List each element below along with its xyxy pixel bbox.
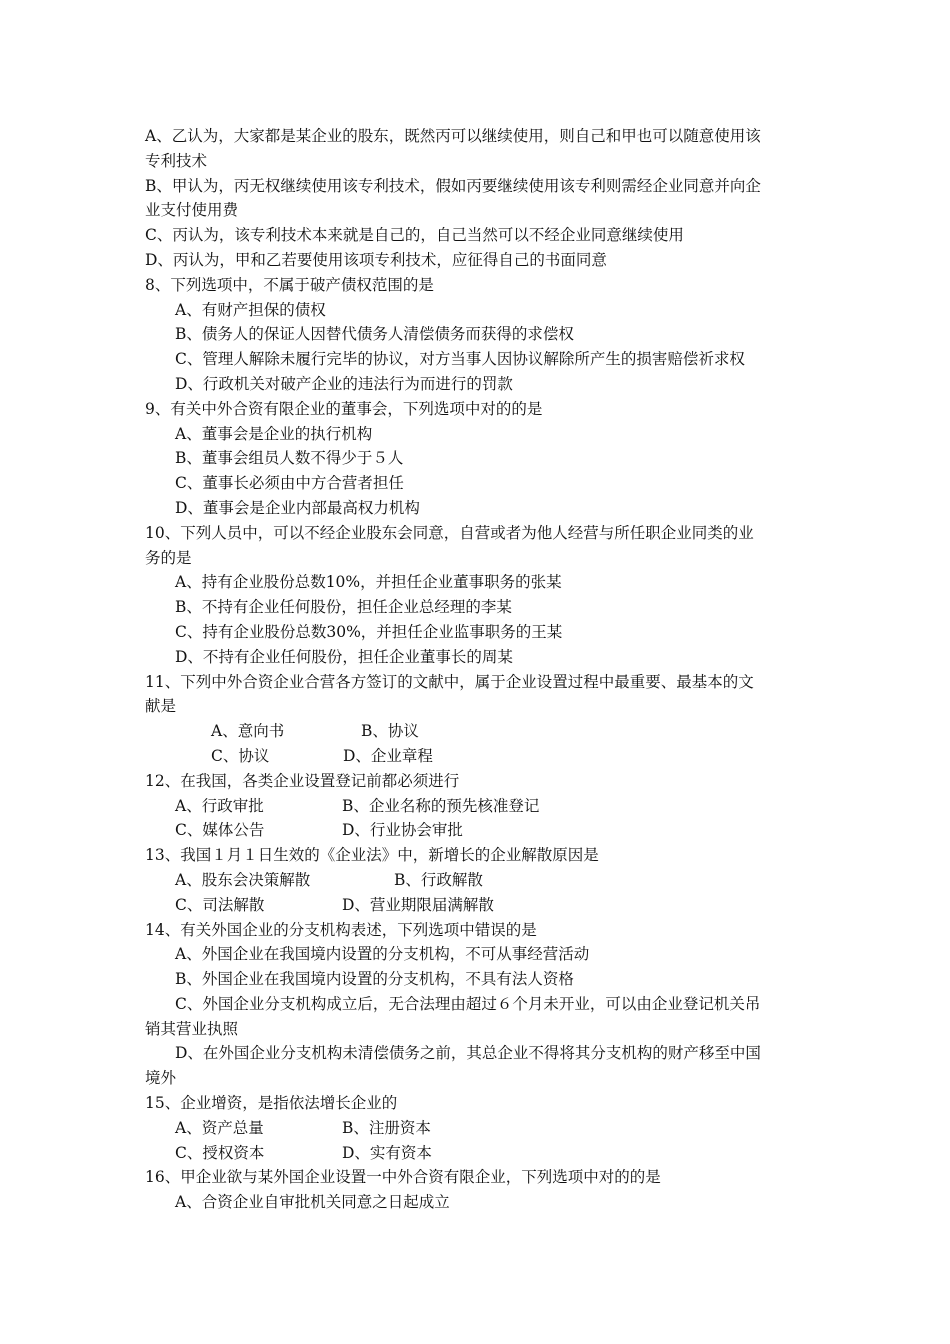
question-11-cont: 献是 (145, 697, 177, 716)
option-line: C、董事长必须由中方合营者担任 (145, 471, 815, 496)
option-d: D、营业期限届满解散 (342, 895, 494, 914)
option-pair (145, 1141, 815, 1166)
question-10: 10、下列人员中，可以不经企业股东会同意，自营或者为他人经营与所任职企业同类的业 (145, 523, 754, 542)
question-8: 8、下列选项中，不属于破产债权范围的是 (145, 275, 434, 294)
option-pair (145, 818, 815, 843)
option-line: C、外国企业分支机构成立后，无合法理由超过６个月未开业，可以由企业登记机关吊 (145, 992, 815, 1017)
option-pair (145, 744, 815, 769)
option-b: B、注册资本 (342, 1118, 431, 1137)
option-line: B、董事会组员人数不得少于５人 (145, 446, 815, 471)
option-pair (145, 1116, 815, 1141)
question-16: 16、甲企业欲与某外国企业设置一中外合资有限企业，下列选项中对的的是 (145, 1168, 661, 1187)
option-line-cont: 销其营业执照 (145, 1019, 239, 1038)
option-line: A、乙认为，大家都是某企业的股东，既然丙可以继续使用，则自己和甲也可以随意使用该 (145, 127, 761, 145)
option-pair (145, 893, 815, 918)
question-14: 14、有关外国企业的分支机构表述，下列选项中错误的是 (145, 920, 537, 939)
option-line: D、在外国企业分支机构未清偿债务之前，其总企业不得将其分支机构的财产移至中国 (145, 1041, 815, 1066)
option-line: B、外国企业在我国境内设置的分支机构，不具有法人资格 (145, 967, 815, 992)
option-line: D、行政机关对破产企业的违法行为而进行的罚款 (145, 372, 815, 397)
question-15: 15、企业增资，是指依法增长企业的 (145, 1094, 398, 1113)
option-b: B、协议 (361, 722, 419, 741)
option-line: B、债务人的保证人因替代债务人清偿债务而获得的求偿权 (145, 322, 815, 347)
option-a: A、资产总量 (175, 1118, 264, 1137)
question-12: 12、在我国，各类企业设置登记前都必须进行 (145, 771, 460, 790)
option-line: C、持有企业股份总数30%，并担任企业监事职务的王某 (145, 620, 815, 645)
option-line: D、董事会是企业内部最高权力机构 (145, 496, 815, 521)
option-line: B、不持有企业任何股份，担任企业总经理的李某 (145, 595, 815, 620)
option-c: C、司法解散 (175, 895, 265, 914)
option-line: C、管理人解除未履行完毕的协议，对方当事人因协议解除所产生的损害赔偿祈求权 (145, 347, 815, 372)
option-a: A、行政审批 (175, 796, 264, 815)
option-line: A、有财产担保的债权 (145, 298, 815, 323)
option-line: C、丙认为，该专利技术本来就是自己的，自己当然可以不经企业同意继续使用 (145, 226, 684, 245)
option-pair (145, 794, 815, 819)
option-a: A、股东会决策解散 (175, 870, 311, 889)
option-line: A、董事会是企业的执行机构 (145, 422, 815, 447)
exam-questions (145, 124, 815, 1215)
question-10-cont: 务的是 (145, 548, 192, 567)
option-line: B、甲认为，丙无权继续使用该专利技术，假如丙要继续使用该专利则需经企业同意并向企 (145, 176, 761, 195)
question-11: 11、下列中外合资企业合营各方签订的文献中，属于企业设置过程中最重要、最基本的文 (145, 672, 754, 691)
option-c: C、媒体公告 (175, 821, 265, 840)
option-line: 业支付使用费 (145, 201, 239, 220)
option-d: D、企业章程 (343, 746, 433, 765)
option-line: D、丙认为，甲和乙若要使用该项专利技术，应征得自己的书面同意 (145, 250, 607, 269)
option-d: D、实有资本 (342, 1143, 432, 1162)
option-c: C、协议 (211, 746, 270, 765)
option-line: A、持有企业股份总数10%，并担任企业董事职务的张某 (145, 570, 815, 595)
option-pair (145, 868, 815, 893)
option-b: B、行政解散 (394, 870, 483, 889)
option-a: A、意向书 (211, 722, 285, 741)
option-line: A、外国企业在我国境内设置的分支机构，不可从事经营活动 (145, 942, 815, 967)
option-b: B、企业名称的预先核准登记 (342, 796, 540, 815)
option-line-cont: 境外 (145, 1069, 177, 1088)
question-9: 9、有关中外合资有限企业的董事会，下列选项中对的的是 (145, 399, 543, 418)
option-line: D、不持有企业任何股份，担任企业董事长的周某 (145, 645, 815, 670)
option-d: D、行业协会审批 (342, 821, 463, 840)
question-13: 13、我国１月１日生效的《企业法》中，新增长的企业解散原因是 (145, 846, 599, 865)
option-line: A、合资企业自审批机关同意之日起成立 (145, 1190, 815, 1215)
option-c: C、授权资本 (175, 1143, 265, 1162)
option-line: 专利技术 (145, 151, 208, 170)
option-pair (145, 719, 815, 744)
